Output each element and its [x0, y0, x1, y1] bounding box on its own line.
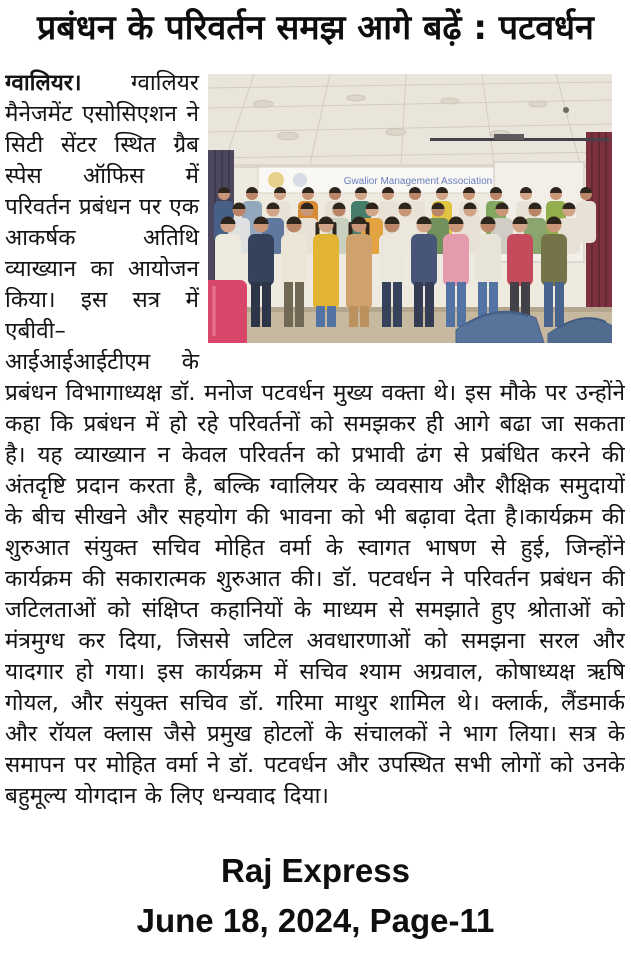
dateline: ग्वालियर। — [5, 70, 82, 96]
source-date-page: June 18, 2024, Page-11 — [136, 902, 495, 939]
group-photo-illustration — [208, 74, 612, 343]
body-run: ग्वालियर मैनेजमेंट एसोसिएशन ने सिटी सेंटर स्थित ग्रैब स्पेस ऑफिस में परिवर्तन प्रबंधन पर एक आकर्षक अतिथि व्याख्यान का आयोजन किया। इस सत्र में एबीवी–आईआईआईटीएम के प्रबंधन विभागाध्यक्ष डॉ. मनोज पटवर्धन मुख्य वक्ता थे। इस मौके पर उन्होंने कहा कि प्रबंधन में हो रहे परिवर्तनों को समझकर ही आगे बढा जा सकता है। यह व्याख्यान न केवल परिवर्तन को प्रभावी ढंग से प्रबंधित करने की अंतदृष्टि प्रदान करता है, बल्कि ग्वालियर के व्यवसाय और शैक्षिक समुदायों के बीच सीखने और सहयोग की भावना को भी बढ़ावा देता है।कार्यक्रम की शुरुआत संयुक्त सचिव मोहित वर्मा के स्वागत भाषण से हुई, जिन्होंने कार्यक्रम की सकारात्मक शुरुआत की। डॉ. पटवर्धन ने परिवर्तन प्रबंधन की जटिलताओं को संक्षिप्त कहानियों के माध्यम से समझाते हुए श्रोताओं को मंत्रमुग्ध कर दिया, जिससे जटिल अवधारणाओं को समझना सरल और यादगार हो गया। इस कार्यक्रम में सचिव श्याम अग्रवाल, कोषाध्यक्ष ऋषि गोयल, और संयुक्त सचिव डॉ. गरिमा माथुर शामिल थे। क्लार्क, लैंडमार्क और रॉयल क्लास जैसे प्रमुख होटलों के संचालकों ने भाग लिया। सत्र के समापन पर मोहित वर्मा ने डॉ. पटवर्धन और उपस्थित सभी लोगों को उनके बहुमूल्य योगदान के लिए धन्यवाद दिया। — [5, 70, 625, 809]
article-photo — [208, 74, 612, 343]
headline: प्रबंधन के परिवर्तन समझ आगे बढ़ें : पटवर्धन — [37, 8, 594, 48]
source-name: Raj Express — [221, 852, 410, 889]
source-footer — [0, 846, 631, 946]
article-body — [5, 68, 625, 844]
photo-tint — [208, 74, 612, 343]
photo-banner-text: Gwalior Management Association — [343, 176, 493, 187]
